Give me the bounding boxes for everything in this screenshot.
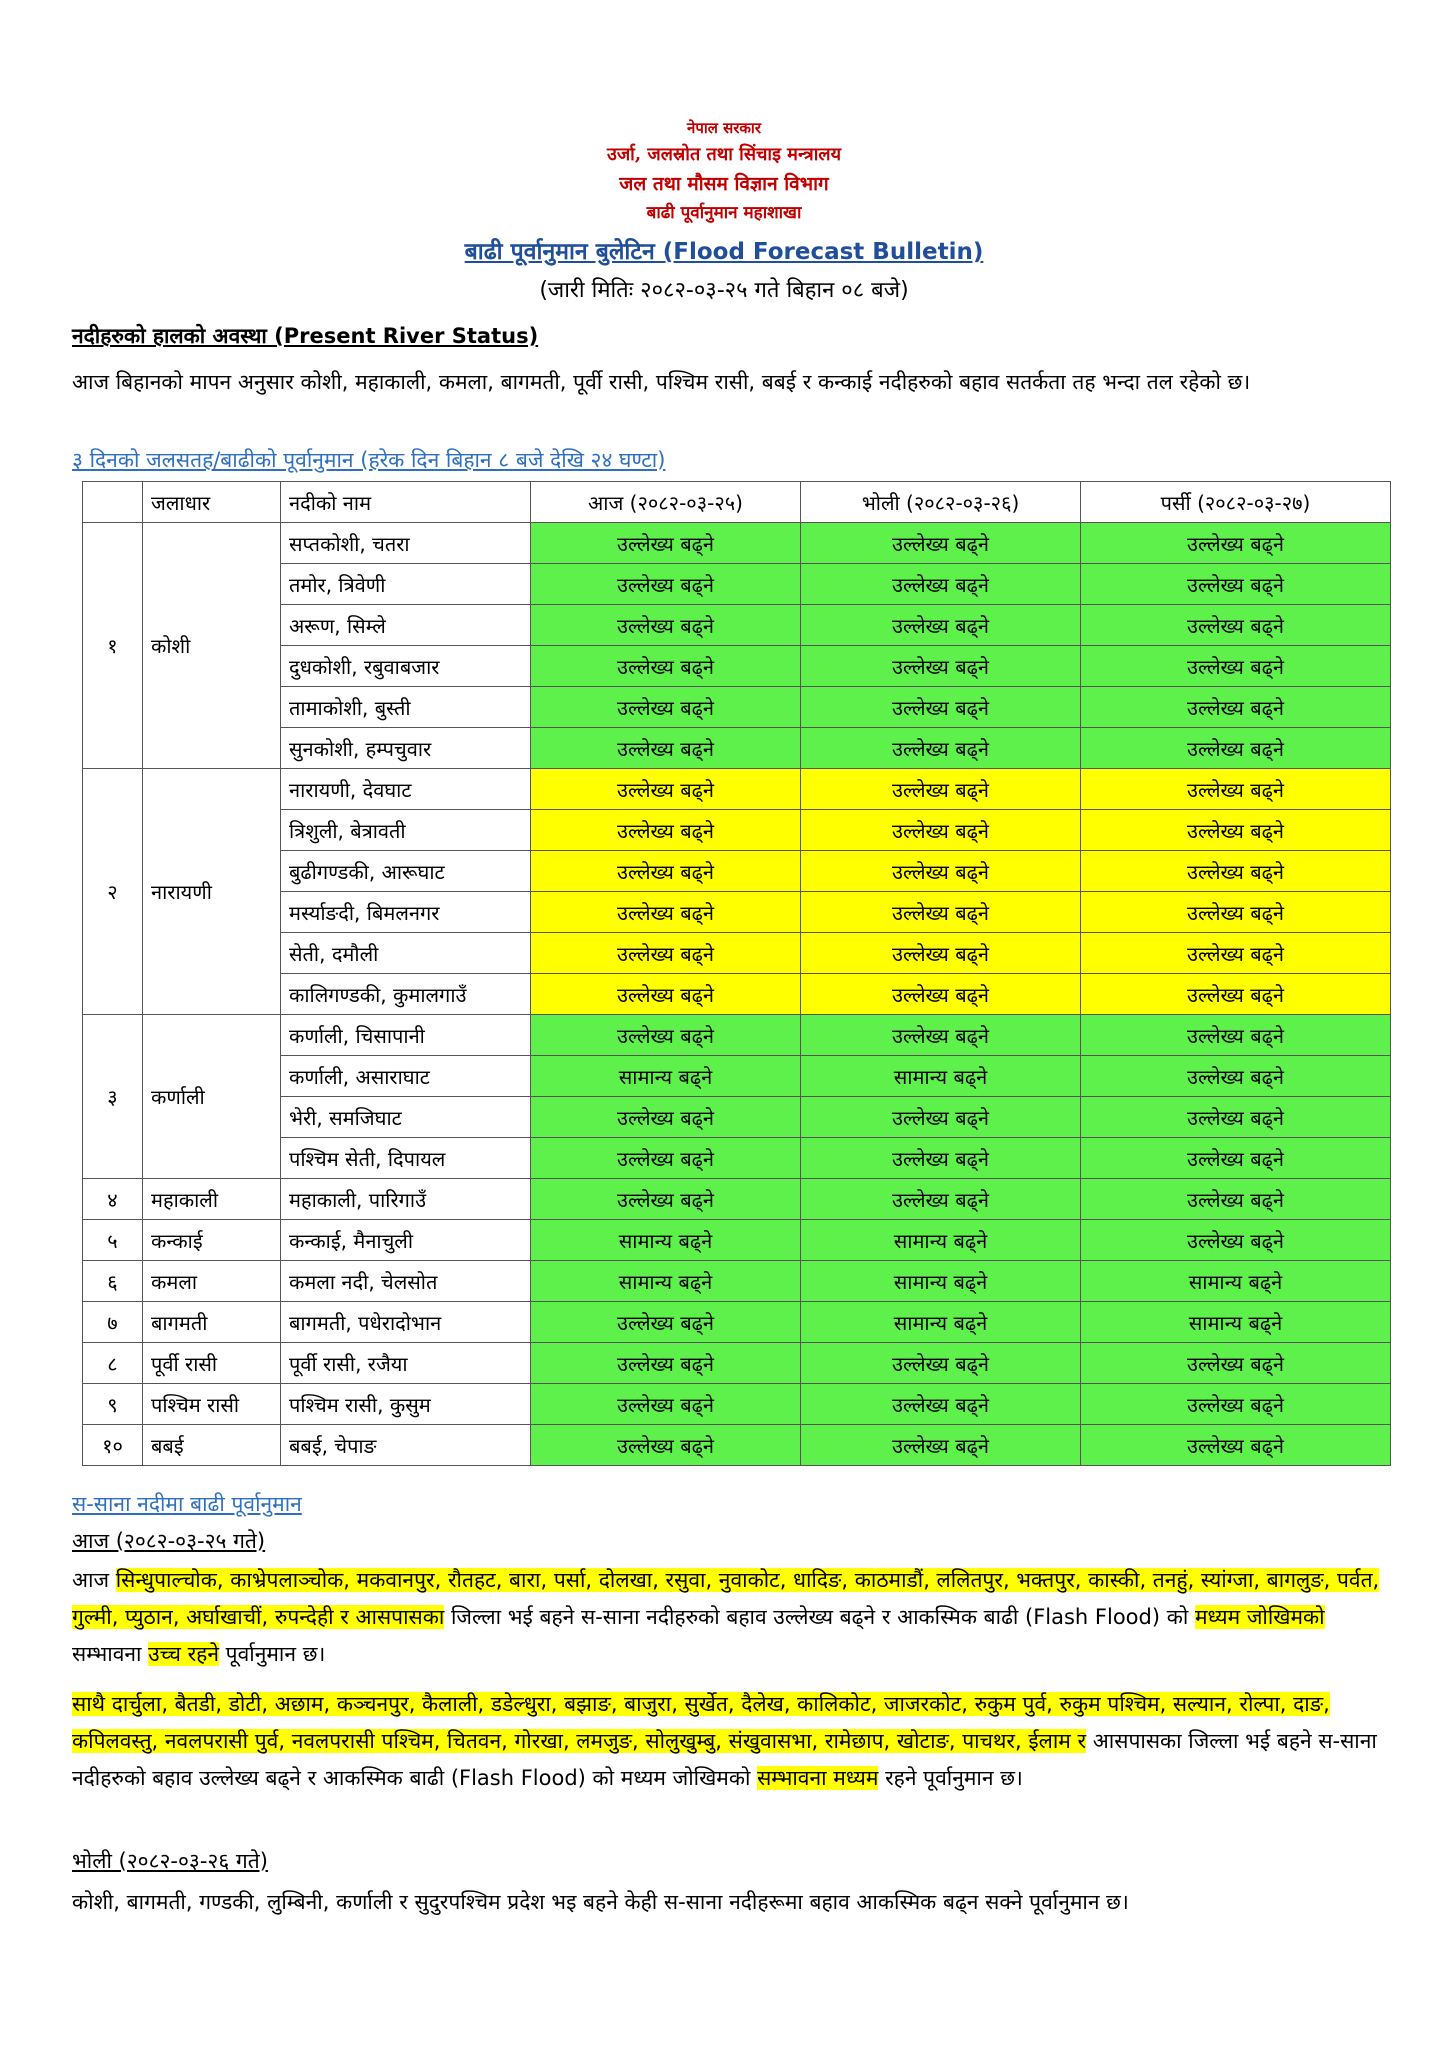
forecast-cell-day-after: उल्लेख्य बढ्ने (1081, 646, 1391, 687)
present-status-heading: नदीहरुको हालको अवस्था (Present River Status) (72, 324, 539, 348)
river-name-cell: कमला नदी, चेलसोत (281, 1261, 531, 1302)
table-row (83, 1384, 1391, 1425)
forecast-cell-day-after: उल्लेख्य बढ्ने (1081, 523, 1391, 564)
river-name-cell: मर्स्याङदी, बिमलनगर (281, 892, 531, 933)
plain-text: सम्भावना (72, 1642, 149, 1666)
table-row (83, 1302, 1391, 1343)
river-name-cell: बबई, चेपाङ (281, 1425, 531, 1466)
plain-text: आज (72, 1568, 116, 1592)
group-number-cell: ५ (83, 1220, 143, 1261)
forecast-cell-tomorrow: सामान्य बढ्ने (801, 1220, 1081, 1261)
table-row (83, 1343, 1391, 1384)
forecast-cell-tomorrow: उल्लेख्य बढ्ने (801, 1097, 1081, 1138)
river-name-cell: त्रिशुली, बेत्रावती (281, 810, 531, 851)
forecast-cell-day-after: उल्लेख्य बढ्ने (1081, 1343, 1391, 1384)
forecast-cell-day-after: उल्लेख्य बढ्ने (1081, 1138, 1391, 1179)
forecast-cell-tomorrow: उल्लेख्य बढ्ने (801, 851, 1081, 892)
forecast-cell-today: उल्लेख्य बढ्ने (531, 1302, 801, 1343)
highlighted-text: साथै दार्चुला, बैतडी, डोटी, अछाम, कञ्चनपुर, कैलाली, डडेल्धुरा, बझाङ, बाजुरा, सुर्खेत, दैलेख, कालिकोट, जाजरकोट, रुकुम पुर्व, रुकुम पश्चिम, सल्यान, रोल्पा, दाङ, कपिलवस्तु, नवलपरासी पुर्व, नवलपरासी पश्चिम, चितवन, गोरखा, लमजुङ, सोलुखुम्बु, संखुवासभा, रामेछाप, खोटाङ, पाचथर, ईलाम र (72, 1692, 1330, 1753)
forecast-cell-day-after: उल्लेख्य बढ्ने (1081, 1179, 1391, 1220)
forecast-cell-today: उल्लेख्य बढ्ने (531, 892, 801, 933)
forecast-cell-today: उल्लेख्य बढ्ने (531, 1425, 801, 1466)
river-name-cell: कर्णाली, चिसापानी (281, 1015, 531, 1056)
also-forecast-text (72, 1686, 1388, 1797)
river-name-cell: कर्णाली, असाराघाट (281, 1056, 531, 1097)
forecast-cell-day-after: उल्लेख्य बढ्ने (1081, 1097, 1391, 1138)
basin-cell: कोशी (143, 523, 281, 769)
forecast-cell-day-after: उल्लेख्य बढ्ने (1081, 1056, 1391, 1097)
forecast-cell-day-after: उल्लेख्य बढ्ने (1081, 728, 1391, 769)
forecast-cell-today: सामान्य बढ्ने (531, 1261, 801, 1302)
river-name-cell: नारायणी, देवघाट (281, 769, 531, 810)
forecast-cell-tomorrow: उल्लेख्य बढ्ने (801, 810, 1081, 851)
forecast-cell-today: उल्लेख्य बढ्ने (531, 1097, 801, 1138)
forecast-cell-day-after: उल्लेख्य बढ्ने (1081, 1015, 1391, 1056)
today-heading: आज (२०८२-०३-२५ गते) (72, 1529, 266, 1553)
group-number-cell: १ (83, 523, 143, 769)
present-status-text: आज बिहानको मापन अनुसार कोशी, महाकाली, कमला, बागमती, पूर्वी रासी, पश्चिम रासी, बबई र कन्काई नदीहरुको बहाव सतर्कता तह भन्दा तल रहेको छ। (72, 370, 1251, 394)
forecast-cell-tomorrow: उल्लेख्य बढ्ने (801, 974, 1081, 1015)
forecast-cell-tomorrow: उल्लेख्य बढ्ने (801, 1138, 1081, 1179)
highlighted-text: सिन्धुपाल्चोक, काभ्रेपलाञ्चोक, मकवानपुर, रौतहट, बारा, पर्सा, दोलखा, रसुवा, नुवाकोट, धादिङ, काठमाडौं, ललितपुर, भक्तपुर, कास्की, तनहुं, स्यांग्जा, बागलुङ, पर्वत, गुल्मी, प्युठान, अर्घाखाचीं, रुपन्देही र आसपासका (72, 1568, 1380, 1629)
forecast-cell-today: उल्लेख्य बढ्ने (531, 523, 801, 564)
forecast-cell-day-after: उल्लेख्य बढ्ने (1081, 1425, 1391, 1466)
division-heading: बाढी पूर्वानुमान महाशाखा (646, 203, 802, 223)
basin-cell: पश्चिम रासी (143, 1384, 281, 1425)
today-forecast-text (72, 1562, 1388, 1673)
department-heading: जल तथा मौसम विज्ञान विभाग (619, 173, 829, 195)
river-name-cell: तामाकोशी, बुस्ती (281, 687, 531, 728)
forecast-cell-day-after: सामान्य बढ्ने (1081, 1302, 1391, 1343)
forecast-cell-today: सामान्य बढ्ने (531, 1056, 801, 1097)
forecast-cell-day-after: सामान्य बढ्ने (1081, 1261, 1391, 1302)
forecast-cell-day-after: उल्लेख्य बढ्ने (1081, 687, 1391, 728)
forecast-cell-day-after: उल्लेख्य बढ्ने (1081, 1384, 1391, 1425)
forecast-cell-tomorrow: उल्लेख्य बढ्ने (801, 687, 1081, 728)
forecast-cell-tomorrow: उल्लेख्य बढ्ने (801, 1425, 1081, 1466)
basin-cell: नारायणी (143, 769, 281, 1015)
forecast-cell-today: उल्लेख्य बढ्ने (531, 1384, 801, 1425)
forecast-cell-day-after: उल्लेख्य बढ्ने (1081, 605, 1391, 646)
table-row (83, 1220, 1391, 1261)
forecast-cell-tomorrow: उल्लेख्य बढ्ने (801, 1179, 1081, 1220)
river-name-cell: कन्काई, मैनाचुली (281, 1220, 531, 1261)
forecast-table-body (83, 523, 1391, 1466)
plain-text: पूर्वानुमान छ। (219, 1642, 326, 1666)
forecast-cell-tomorrow: उल्लेख्य बढ्ने (801, 769, 1081, 810)
header-river: नदीको नाम (281, 482, 531, 523)
forecast-cell-today: उल्लेख्य बढ्ने (531, 810, 801, 851)
table-row (83, 523, 1391, 564)
river-name-cell: कालिगण्डकी, कुमालगाउँ (281, 974, 531, 1015)
forecast-cell-day-after: उल्लेख्य बढ्ने (1081, 933, 1391, 974)
forecast-cell-today: उल्लेख्य बढ्ने (531, 1138, 801, 1179)
forecast-cell-tomorrow: उल्लेख्य बढ्ने (801, 892, 1081, 933)
forecast-cell-day-after: उल्लेख्य बढ्ने (1081, 810, 1391, 851)
river-name-cell: सप्तकोशी, चतरा (281, 523, 531, 564)
forecast-cell-today: उल्लेख्य बढ्ने (531, 1343, 801, 1384)
government-heading: नेपाल सरकार (687, 119, 761, 137)
forecast-cell-today: उल्लेख्य बढ्ने (531, 974, 801, 1015)
forecast-cell-day-after: उल्लेख्य बढ्ने (1081, 974, 1391, 1015)
basin-cell: कन्काई (143, 1220, 281, 1261)
forecast-cell-tomorrow: उल्लेख्य बढ्ने (801, 728, 1081, 769)
header-num (83, 482, 143, 523)
river-name-cell: बुढीगण्डकी, आरूघाट (281, 851, 531, 892)
river-name-cell: सेती, दमौली (281, 933, 531, 974)
table-row (83, 1425, 1391, 1466)
forecast-cell-day-after: उल्लेख्य बढ्ने (1081, 851, 1391, 892)
forecast-cell-tomorrow: उल्लेख्य बढ्ने (801, 1384, 1081, 1425)
highlighted-text: उच्च रहने (148, 1642, 219, 1666)
plain-text: रहने पूर्वानुमान छ। (878, 1766, 1023, 1790)
header-tomorrow: भोली (२०८२-०३-२६) (801, 482, 1081, 523)
plain-text: जिल्ला भई बहने स-साना नदीहरुको बहाव उल्लेख्य बढ्ने र आकस्मिक बाढी (Flash Flood) को (444, 1605, 1195, 1629)
forecast-cell-tomorrow: सामान्य बढ्ने (801, 1261, 1081, 1302)
river-name-cell: तमोर, त्रिवेणी (281, 564, 531, 605)
forecast-cell-today: उल्लेख्य बढ्ने (531, 605, 801, 646)
forecast-cell-today: उल्लेख्य बढ्ने (531, 1015, 801, 1056)
forecast-cell-tomorrow: उल्लेख्य बढ्ने (801, 523, 1081, 564)
table-row (83, 769, 1391, 810)
forecast-cell-tomorrow: उल्लेख्य बढ्ने (801, 1343, 1081, 1384)
table-header-row (83, 482, 1391, 523)
forecast-cell-today: सामान्य बढ्ने (531, 1220, 801, 1261)
group-number-cell: ६ (83, 1261, 143, 1302)
small-rivers-heading: स-साना नदीमा बाढी पूर्वानुमान (72, 1492, 302, 1516)
header-today: आज (२०८२-०३-२५) (531, 482, 801, 523)
tomorrow-heading: भोली (२०८२-०३-२६ गते) (72, 1849, 268, 1873)
basin-cell: कर्णाली (143, 1015, 281, 1179)
forecast-cell-today: उल्लेख्य बढ्ने (531, 769, 801, 810)
basin-cell: पूर्वी रासी (143, 1343, 281, 1384)
forecast-cell-tomorrow: उल्लेख्य बढ्ने (801, 605, 1081, 646)
group-number-cell: ७ (83, 1302, 143, 1343)
header-day-after: पर्सी (२०८२-०३-२७) (1081, 482, 1391, 523)
river-name-cell: पूर्वी रासी, रजैया (281, 1343, 531, 1384)
group-number-cell: ३ (83, 1015, 143, 1179)
forecast-cell-today: उल्लेख्य बढ्ने (531, 646, 801, 687)
forecast-cell-tomorrow: सामान्य बढ्ने (801, 1302, 1081, 1343)
river-name-cell: महाकाली, पारिगाउँ (281, 1179, 531, 1220)
group-number-cell: १० (83, 1425, 143, 1466)
forecast-table (82, 481, 1391, 1466)
river-name-cell: दुधकोशी, रबुवाबजार (281, 646, 531, 687)
basin-cell: कमला (143, 1261, 281, 1302)
forecast-cell-today: उल्लेख्य बढ्ने (531, 851, 801, 892)
river-name-cell: बागमती, पधेरादोभान (281, 1302, 531, 1343)
group-number-cell: २ (83, 769, 143, 1015)
highlighted-text: सम्भावना मध्यम (757, 1766, 879, 1790)
tomorrow-forecast-text: कोशी, बागमती, गण्डकी, लुम्बिनी, कर्णाली र सुदुरपश्चिम प्रदेश भइ बहने केही स-साना नदीहरूमा बहाव आकस्मिक बढ्न सक्ने पूर्वानुमान छ। (72, 1890, 1129, 1914)
forecast-cell-today: उल्लेख्य बढ्ने (531, 687, 801, 728)
forecast-cell-day-after: उल्लेख्य बढ्ने (1081, 769, 1391, 810)
forecast-cell-today: उल्लेख्य बढ्ने (531, 1179, 801, 1220)
forecast-cell-today: उल्लेख्य बढ्ने (531, 933, 801, 974)
table-row (83, 1179, 1391, 1220)
river-name-cell: पश्चिम सेती, दिपायल (281, 1138, 531, 1179)
forecast-cell-day-after: उल्लेख्य बढ्ने (1081, 1220, 1391, 1261)
basin-cell: महाकाली (143, 1179, 281, 1220)
forecast-cell-day-after: उल्लेख्य बढ्ने (1081, 892, 1391, 933)
forecast-heading: ३ दिनको जलसतह/बाढीको पूर्वानुमान (हरेक दिन बिहान ८ बजे देखि २४ घण्टा) (72, 448, 666, 472)
forecast-cell-tomorrow: उल्लेख्य बढ्ने (801, 1015, 1081, 1056)
plain-text: आसपासका जिल्ला भई बहने स-साना नदीहरुको बहाव उल्लेख्य बढ्ने र आकस्मिक बाढी (Flash Flood) को मध्यम जोखिमको (72, 1729, 1377, 1790)
group-number-cell: ८ (83, 1343, 143, 1384)
forecast-cell-tomorrow: उल्लेख्य बढ्ने (801, 646, 1081, 687)
basin-cell: बबई (143, 1425, 281, 1466)
forecast-cell-today: उल्लेख्य बढ्ने (531, 564, 801, 605)
group-number-cell: ९ (83, 1384, 143, 1425)
forecast-cell-today: उल्लेख्य बढ्ने (531, 728, 801, 769)
forecast-cell-day-after: उल्लेख्य बढ्ने (1081, 564, 1391, 605)
river-name-cell: अरूण, सिम्ले (281, 605, 531, 646)
group-number-cell: ४ (83, 1179, 143, 1220)
table-row (83, 1015, 1391, 1056)
basin-cell: बागमती (143, 1302, 281, 1343)
ministry-heading: उर्जा, जलस्रोत तथा सिंचाइ मन्त्रालय (606, 144, 842, 165)
forecast-cell-tomorrow: उल्लेख्य बढ्ने (801, 564, 1081, 605)
highlighted-text: मध्यम जोखिमको (1194, 1605, 1325, 1629)
issue-date: (जारी मितिः २०८२-०३-२५ गते बिहान ०८ बजे) (539, 278, 909, 303)
river-name-cell: सुनकोशी, हम्पचुवार (281, 728, 531, 769)
header-basin: जलाधार (143, 482, 281, 523)
forecast-cell-tomorrow: सामान्य बढ्ने (801, 1056, 1081, 1097)
river-name-cell: भेरी, समजिघाट (281, 1097, 531, 1138)
forecast-cell-tomorrow: उल्लेख्य बढ्ने (801, 933, 1081, 974)
river-name-cell: पश्चिम रासी, कुसुम (281, 1384, 531, 1425)
bulletin-title: बाढी पूर्वानुमान बुलेटिन (Flood Forecast Bulletin) (464, 239, 984, 265)
table-row (83, 1261, 1391, 1302)
